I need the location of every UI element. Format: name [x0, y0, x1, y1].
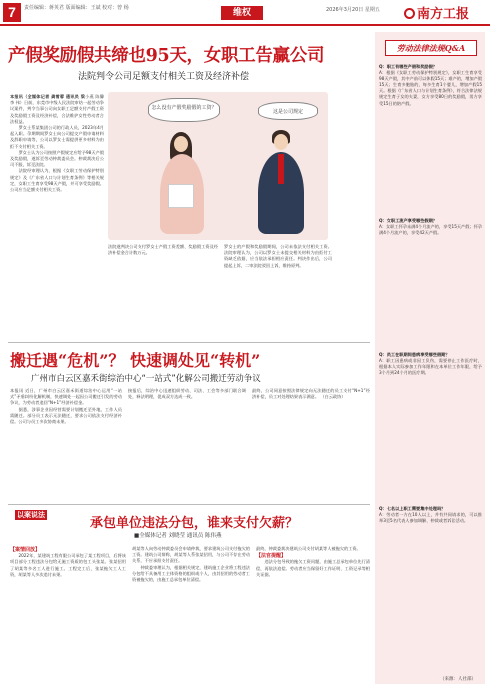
article2-source: （白云政协） [320, 394, 346, 400]
qa-item [379, 218, 482, 348]
page-number: 7 [3, 3, 21, 22]
qa-question: Q：女职工流产享受哪些假期？ [379, 218, 437, 223]
article2-para: 据悉，涉事企业因经营需要计划搬迁至外地，工作人员需随迁。部分员工表示无法随迁，要求公司依法支付经济补偿。公司与员工多次协商未果。 [10, 406, 122, 425]
article1-para: 罗女士系某集团公司的行政人员，2023年4月起入职。孕期期间罗女士向公司提交产假申请材料及辞职申请等，公司以罗女士需提供更多材料为由拒不支付相关工资。 [10, 125, 104, 149]
speech-bubble-worker: 怎么没有产假奖励假的工资？ [148, 98, 220, 122]
law-heading: 【法官提醒】 [256, 553, 287, 560]
qa-question: Q：七名以上职工需要集中处理吗？ [379, 506, 446, 511]
baby-icon [168, 184, 194, 208]
article1-para: 法院遂判决公司支付罗女士产假工资差额、奖励假工资及经济补偿金合计数万元。 [108, 244, 218, 256]
article2-col3 [252, 388, 370, 500]
editors-line: 责任编辑：蒋英君 版面编辑：王斌 校对：曾 杨 [24, 5, 129, 11]
section-badge: 维权 [221, 6, 263, 20]
article3-para: 最终，仲裁委裁决建筑公司支付胡某等人被拖欠的工资。 [256, 546, 361, 551]
article2-col1 [10, 388, 122, 500]
article1-para: 罗女士的产假和奖励假期间，公司未依法支付相关工资。法院审理认为，公司以罗女士未提交相关材料为由拒付工资缺乏依据，应当依法承担相应责任。判决作出后，公司提起上诉，二审法院驳回上诉，维持原判。 [224, 244, 332, 268]
case-tag [14, 510, 47, 520]
woman-face-icon [174, 136, 188, 152]
article3-para: 胡某等人向劳动仲裁委员会申请仲裁，要求建筑公司支付拖欠的工资。建筑公司辩称，胡某等人系张某招用，与公司不存在劳动关系，不应承担支付责任。 [132, 546, 250, 564]
article3-col3 [256, 546, 370, 686]
article1-para: 法院经审理认为，根据《女职工劳动保护特别规定》及《广东省人口与计划生育条例》等相关规定，女职工生育享受98天产假，并可享受奖励假。公司应当足额支付相关工资。 [10, 168, 104, 193]
sidebar-source: （来源：人社部） [440, 677, 476, 682]
case-tag-label: 以案说法 [17, 511, 45, 519]
qa-item [379, 506, 482, 672]
masthead [0, 0, 490, 26]
date-line: 2026年3月20日 星期五 [326, 7, 380, 13]
article1-col2 [108, 244, 218, 338]
article3-subtitle: ■全媒体记者 刘晓莹 通讯员 陈伟燕 [134, 533, 222, 539]
article2-para: 接报后，综治中心迅速组织劳动、司法、工会等多部门联合调处，释法明理，促成双方达成一致。 [128, 388, 246, 400]
man-face-icon [274, 134, 288, 150]
article2-col2 [128, 388, 246, 500]
article2-para: 最终，公司同意按照法律规定向无法随迁的员工支付“N+1”经济补偿，员工对处理结果表示满意。 [252, 388, 370, 400]
article1-illustration [108, 92, 328, 240]
divider [8, 342, 370, 343]
article2-subtitle: 广州市白云区嘉禾街综治中心“一站式”化解公司搬迁劳动争议 [31, 374, 261, 384]
article3-para: 2022年，某建筑工程有限公司承包了某工程项目，后将该项目部分工程违法分包给无施工资质的包工头张某。张某招用了胡某等多名工人进行施工。工程完工后，张某拖欠工人工资，胡某等人多次追讨未果。 [10, 553, 126, 577]
article3-title: 承包单位违法分包，谁来支付欠薪？ [90, 516, 299, 531]
article1-byline: 本报讯（全媒体记者 龚雪蓉 通讯员 梁 [10, 94, 86, 99]
law-text: 违法分包导致的拖欠工资问题，由施工总承包单位先行清偿，再依法追偿。劳动者应当保留好工作证明、工资记录等相关证据。 [256, 559, 370, 577]
article3-col1 [10, 546, 126, 686]
article1-subtitle: 法院判令公司足额支付相关工资及经济补偿 [78, 72, 250, 82]
article3-para: 仲裁委审理认为，根据相关规定，建筑施工企业将工程违法分包给不具备用工主体资格的组织或个人，由其招用的劳动者工资被拖欠的，由施工总承包单位清偿。 [132, 564, 250, 583]
article1-para: 小燕 陈馨 李 伟）日前，东莞市中级人民法院审结一起劳动争议案件，判令当事公司向女职工足额支付产假工资及奖励假工资及经济补偿，合法维护女性劳动者合法权益。 [10, 94, 104, 124]
speech-bubble-employer: 这是公司规定 [258, 102, 318, 120]
article2-title: 搬迁遇“危机”？ 快速调处见“转机” [10, 351, 261, 370]
article3-col2 [132, 546, 250, 686]
article1-col3 [224, 244, 332, 338]
logo-mark-icon [404, 8, 415, 19]
tie-icon [278, 154, 284, 184]
article1-para: 罗女士认为公司按照产假规定应给予98天产假及奖励假，遂诉至劳动仲裁委员会。仲裁裁决后公司不服，诉至法院。 [10, 149, 104, 168]
qa-answer: A：根据《女职工劳动保护特别规定》，女职工生育享受98天产假，其中产前可以休假15天；难产的，增加产假15天；生育多胞胎的，每多生育1个婴儿，增加产假15天。根据《广东省人口与计划生育条例》，符合法律法规规定生育子女的夫妻，女方享受80日的奖励假，男方享受15日的陪产假。 [379, 70, 482, 106]
divider [8, 504, 370, 505]
article1-col1 [10, 94, 104, 344]
qa-question: Q：员工在职期间患病享受哪些假期？ [379, 352, 450, 357]
article2-para: 本报讯 近日，广州市白云区嘉禾街道综治中心运用“一站式”矛盾纠纷化解机制，快速调处一起因公司搬迁引发的劳动争议，为劳动者追回“N+1”经济补偿金。 [10, 388, 122, 406]
article1-title: 产假奖励假共缔也95天，女职工告赢公司 [8, 46, 325, 66]
qa-question: Q：职工有哪些产假和奖励假？ [379, 64, 437, 69]
case-heading: 【案情回放】 [10, 547, 41, 553]
qa-answer: A：劳动者一方在10人以上，并有共同请求的，可以推举3至5名代表人参加调解、仲裁或者诉讼活动。 [379, 512, 482, 524]
sidebar-title: 劳动法律法规Q&A [385, 40, 477, 56]
newspaper-logo [404, 3, 469, 22]
qa-item [379, 352, 482, 502]
qa-answer: A：职工因患病或非因工负伤，需要停止工作医疗时，根据本人实际参加工作年限和在本单位工作年限，给予3个月到24个月的医疗期。 [379, 358, 482, 376]
qa-answer: A：女职工怀孕未满4个月流产的，享受15天产假；怀孕满4个月流产的，享受42天产假。 [379, 224, 482, 236]
qa-item [379, 64, 482, 214]
logo-text: 南方工报 [417, 7, 470, 22]
